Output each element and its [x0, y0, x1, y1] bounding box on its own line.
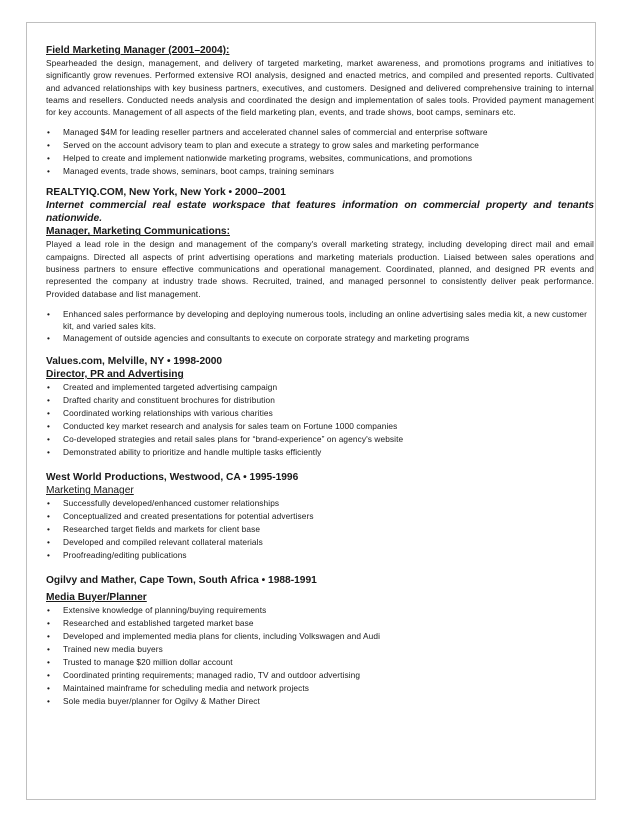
list-item: • Demonstrated ability to prioritize and handle multiple tasks efficiently [47, 446, 322, 457]
list-item: • Co-developed strategies and retail sales plans for “brand-experience” on agency's website [47, 433, 404, 444]
bullet-icon: • [47, 394, 51, 405]
bullet-icon: • [47, 630, 51, 641]
bullet-icon: • [47, 433, 51, 444]
list-item: • Researched and established targeted market base [47, 617, 254, 628]
bullet-list [46, 381, 594, 459]
list-item: • Trained new media buyers [47, 643, 163, 654]
list-item: • Managed $4M for leading reseller partners and accelerated channel sales of commercial and enterprise software [47, 127, 488, 138]
list-item: • Conceptualized and created presentations for potential advertisers [47, 510, 314, 521]
resume-content [46, 44, 594, 708]
list-item: • Served on the account advisory team to plan and execute a strategy to grow sales and marketing performance [47, 140, 479, 151]
list-item: • Developed and compiled relevant collateral materials [47, 536, 263, 547]
list-item: • Proofreading/editing publications [47, 549, 187, 560]
bullet-icon: • [47, 140, 51, 151]
bullet-icon: • [47, 669, 51, 680]
list-item: • Developed and implemented media plans for clients, including Volkswagen and Audi [47, 630, 381, 641]
company-tagline: Internet commercial real estate workspace that features information on commercial property and tenants nationwide. [46, 200, 594, 225]
list-item: • Extensive knowledge of planning/buying requirements [47, 604, 267, 615]
job-title: Field Marketing Manager (2001–2004): [46, 45, 230, 56]
bullet-icon: • [47, 523, 51, 534]
bullet-icon: • [47, 536, 51, 547]
bullet-list [46, 604, 594, 708]
list-item: • Drafted charity and constituent brochures for distribution [47, 394, 275, 405]
bullet-icon: • [47, 420, 51, 431]
list-item: • Coordinated working relationships with various charities [47, 407, 273, 418]
bullet-icon: • [47, 332, 51, 343]
bullet-icon: • [47, 407, 51, 418]
bullet-icon: • [47, 497, 51, 508]
bullet-icon: • [47, 643, 51, 654]
bullet-icon: • [47, 656, 51, 667]
bullet-list [46, 497, 594, 562]
job-description: Played a lead role in the design and management of the company's overall marketing strategy, including developing direct mail and email campaigns. Directed all aspects of print advertising operations and marketing materials production. Liaised between sales operations and business partners to ensure effective communications and operational management. Coordinated, planned, and designed PR events and represented the company at industry trade shows. Recruited, trained, and managed personnel to consistently deliver peak performance. Provided database and list management. [46, 239, 594, 299]
company-heading: West World Productions, Westwood, CA • 1995-1996 [46, 471, 299, 483]
bullet-icon: • [47, 308, 51, 319]
list-item: • Successfully developed/enhanced customer relationships [47, 497, 280, 508]
bullet-icon: • [47, 153, 51, 164]
bullet-icon: • [47, 381, 51, 392]
bullet-icon: • [47, 617, 51, 628]
list-item: • Conducted key market research and analysis for sales team on Fortune 1000 companies [47, 420, 398, 431]
bullet-list [46, 126, 594, 178]
job-title: Media Buyer/Planner [46, 591, 147, 603]
bullet-icon: • [47, 127, 51, 138]
bullet-icon: • [47, 682, 51, 693]
list-item: • Enhanced sales performance by developing and deploying numerous tools, including an online advertising sales media kit, a new customer kit, and varied sales kits. [47, 308, 587, 331]
list-item: • Sole media buyer/planner for Ogilvy & Mather Direct [47, 695, 260, 706]
list-item: • Trusted to manage $20 million dollar account [47, 656, 233, 667]
bullet-icon: • [47, 604, 51, 615]
list-item: • Helped to create and implement nationwide marketing programs, websites, communications, and promotions [47, 153, 473, 164]
bullet-icon: • [47, 446, 51, 457]
list-item: • Created and implemented targeted advertising campaign [47, 381, 278, 392]
list-item: • Maintained mainframe for scheduling media and network projects [47, 682, 310, 693]
bullet-icon: • [47, 695, 51, 706]
list-item: • Management of outside agencies and consultants to execute on corporate strategy and marketing programs [47, 332, 470, 343]
company-heading: REALTYIQ.COM, New York, New York • 2000–2001 [46, 187, 286, 199]
bullet-list [46, 308, 594, 345]
company-heading: Ogilvy and Mather, Cape Town, South Africa • 1988-1991 [46, 574, 317, 586]
bullet-icon: • [47, 510, 51, 521]
list-item: • Researched target fields and markets for client base [47, 523, 261, 534]
bullet-icon: • [47, 166, 51, 177]
job-description: Spearheaded the design, management, and delivery of targeted marketing, market awareness, and promotions programs and initiatives to significantly grow revenues. Performed extensive ROI analysis, designed and enacted metrics, and compiled and presented reports. Cultivated and advanced relationships with key business partners, executives, and customers. Designed and delivered comprehensive training to internal teams and resellers. Conducted needs analysis and coordinated the design and implementation of sales tools. Provided payment management for key accounts. Management of all aspects of the field marketing plan, events, and trade shows, boot camps, seminars etc. [46, 58, 594, 118]
list-item: • Managed events, trade shows, seminars, boot camps, training seminars [47, 166, 335, 177]
job-title: Marketing Manager [46, 484, 134, 496]
job-title: Director, PR and Advertising [46, 368, 184, 380]
company-heading: Values.com, Melville, NY • 1998-2000 [46, 355, 223, 367]
bullet-icon: • [47, 549, 51, 560]
job-title: Manager, Marketing Communications: [46, 226, 230, 238]
list-item: • Coordinated printing requirements; managed radio, TV and outdoor advertising [47, 669, 361, 680]
